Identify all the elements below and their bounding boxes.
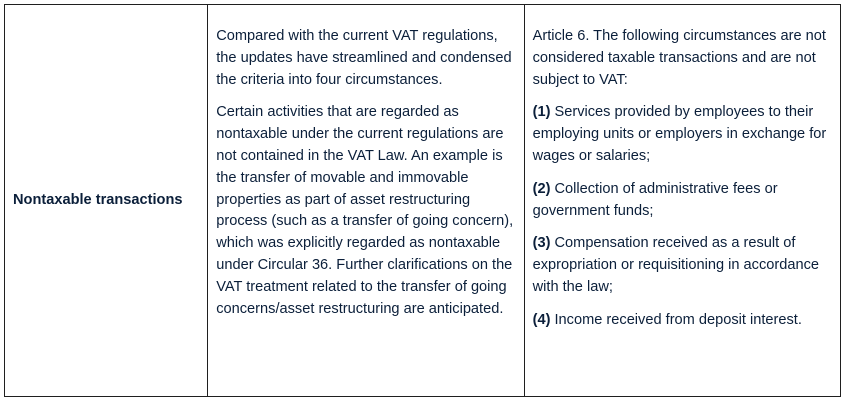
- item-text: Collection of administrative fees or government funds;: [532, 180, 778, 219]
- vat-comparison-table: [4, 4, 841, 397]
- commentary-paragraph: Certain activities that are regarded as nontaxable under the current regulations are not contained in the VAT Law. An example is the transfer of movable and immovable properties as part of asset restructuring process (such as a transfer of going concern), which was explicitly regarded as nontaxable under Circular 36. Further clarifications on the VAT treatment related to the transfer of going concerns/asset restructuring are anticipated.: [216, 104, 514, 317]
- item-number: (3): [532, 235, 551, 252]
- table-row: [5, 5, 841, 397]
- row-label-cell: [5, 5, 208, 397]
- row-label: Nontaxable transactions: [13, 191, 183, 208]
- commentary-paragraph: Compared with the current VAT regulations, the updates have streamlined and condensed the criteria into four circumstances.: [216, 28, 512, 88]
- item-text: Compensation received as a result of expropriation or requisitioning in accordance with the law;: [532, 235, 819, 295]
- list-item: [533, 310, 834, 332]
- commentary-cell: [208, 5, 524, 397]
- item-text: Services provided by employees to their employing units or employers in exchange for wages or salaries;: [532, 104, 827, 164]
- law-text-cell: [524, 5, 840, 397]
- item-text: Income received from deposit interest.: [550, 311, 802, 328]
- item-number: (2): [532, 180, 551, 197]
- list-item: [533, 233, 834, 298]
- article-intro: Article 6. The following circumstances are not considered taxable transactions and are not subject to VAT:: [532, 28, 826, 88]
- list-item: [533, 102, 834, 167]
- item-number: (1): [532, 104, 551, 121]
- list-item: [533, 179, 834, 223]
- item-number: (4): [532, 311, 551, 328]
